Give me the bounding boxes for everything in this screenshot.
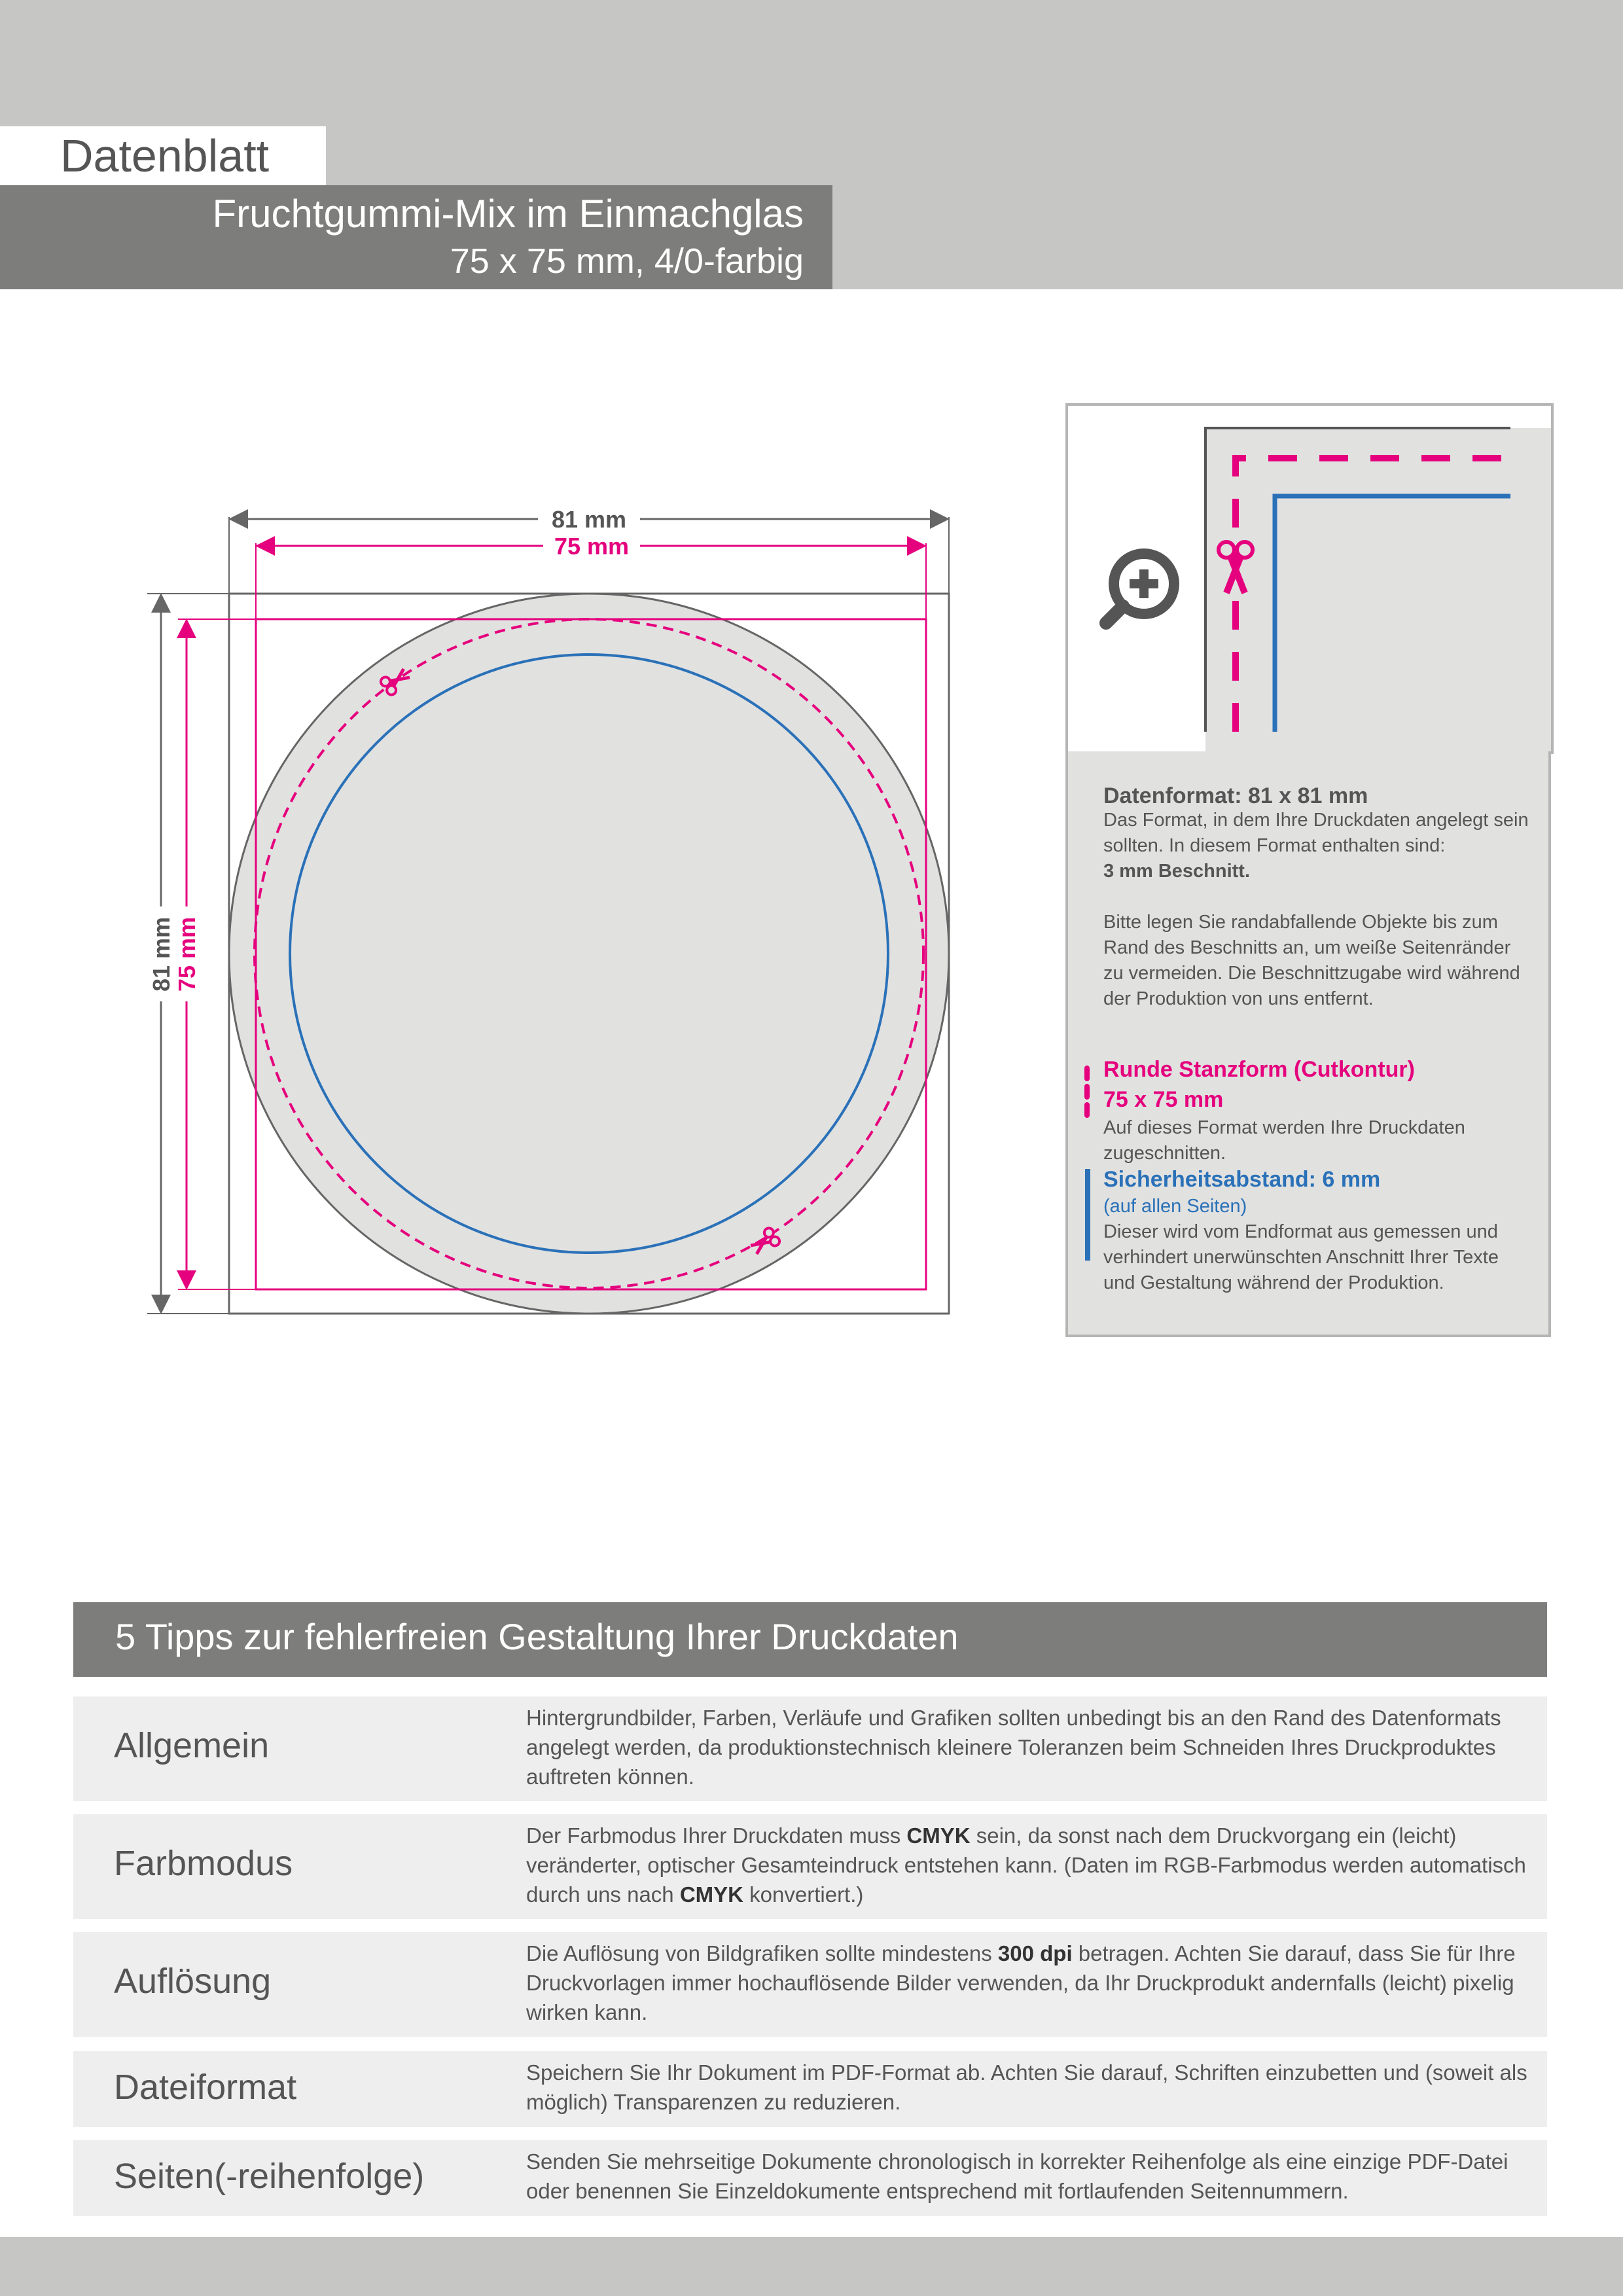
tip-row bbox=[73, 1932, 1547, 2037]
tip-label: Dateiformat bbox=[114, 2068, 297, 2107]
tips-title: 5 Tipps zur fehlerfreien Gestaltung Ihrer Druckdaten bbox=[115, 1616, 959, 1657]
tip-row bbox=[73, 1814, 1547, 1919]
tip-label: Seiten(-reihenfolge) bbox=[114, 2157, 425, 2196]
tip-row bbox=[73, 1696, 1547, 1801]
tip-row bbox=[73, 2051, 1547, 2127]
data-format-text: Das Format, in dem Ihre Druckdaten angelegt sein sollten. In diesem Format enthalten sind: 3 mm Beschnitt. bbox=[1103, 810, 1529, 882]
tip-label: Allgemein bbox=[114, 1726, 270, 1765]
footer-band bbox=[0, 2237, 1623, 2296]
tip-text: Die Auflösung von Bildgrafiken sollte mindestens 300 dpi betragen. Achten Sie darauf, dass Sie für Ihre Druckvorlagen immer hochauflösende Bilder verwenden, da Ihr Druckprodukt andernfalls (leicht) pixelig wirken kann. bbox=[526, 1941, 1516, 2024]
safety-text: Dieser wird vom Endformat aus gemessen und verhindert unerwünschten Anschnitt Ihrer Texte und Gestaltung während der Produktion. bbox=[1103, 1221, 1499, 1293]
cut-legend-marker bbox=[1082, 1066, 1092, 1124]
cut-title: Runde Stanzform (Cutkontur) bbox=[1103, 1057, 1415, 1082]
inner-width-label: 75 mm bbox=[554, 533, 630, 560]
outer-height-label: 81 mm bbox=[148, 916, 175, 992]
safety-legend-marker bbox=[1085, 1169, 1090, 1261]
data-format-title: Datenformat: 81 x 81 mm bbox=[1103, 783, 1368, 808]
tip-label: Farbmodus bbox=[114, 1844, 293, 1883]
tip-text: Hintergrundbilder, Farben, Verläufe und Grafiken sollten unbedingt bis an den Rand des Datenformats angelegt werden, da produktionstechnisch kleinere Toleranzen beim Schneiden Ihres Druckproduktes auftreten können. bbox=[526, 1706, 1501, 1789]
tip-row bbox=[73, 2140, 1547, 2216]
bleed-label: 3 mm Beschnitt. bbox=[1103, 861, 1250, 882]
product-spec: 75 x 75 mm, 4/0-farbig bbox=[450, 242, 804, 281]
tip-label: Auflösung bbox=[114, 1962, 272, 2001]
product-name: Fruchtgummi-Mix im Einmachglas bbox=[212, 192, 804, 236]
bleed-text: Bitte legen Sie randabfallende Objekte bis zum Rand des Beschnitts an, um weiße Seitenränder zu vermeiden. Die Beschnittzugabe wird während der Produktion von uns entfernt. bbox=[1103, 912, 1520, 1009]
tip-text: Der Farbmodus Ihrer Druckdaten muss CMYK sein, da sonst nach dem Druckvorgang ein (leicht) veränderter, optischer Gesamteindruck entstehen kann. (Daten im RGB-Farbmodus werden automatisch durch uns nach CMYK konvertiert.) bbox=[526, 1823, 1526, 1907]
format-diagram bbox=[131, 497, 982, 1335]
safety-note: (auf allen Seiten) bbox=[1103, 1196, 1247, 1217]
data-format-circle bbox=[229, 594, 949, 1314]
safety-title: Sicherheitsabstand: 6 mm bbox=[1103, 1167, 1381, 1192]
cut-size: 75 x 75 mm bbox=[1103, 1087, 1224, 1112]
zoom-detail bbox=[1065, 403, 1554, 754]
info-panel bbox=[1065, 403, 1551, 1337]
inner-height-label: 75 mm bbox=[173, 916, 200, 992]
tip-text: Senden Sie mehrseitige Dokumente chronologisch in korrekter Reihenfolge als eine einzige PDF-Datei oder benennen Sie Einzeldokumente entsprechend mit fortlaufenden Seitennummern. bbox=[526, 2149, 1508, 2203]
outer-width-label: 81 mm bbox=[551, 506, 627, 533]
cut-text: Auf dieses Format werden Ihre Druckdaten zugeschnitten. bbox=[1103, 1117, 1465, 1164]
tip-text: Speichern Sie Ihr Dokument im PDF-Format ab. Achten Sie darauf, Schriften einzubetten und (soweit als möglich) Transparenzen zu reduzieren. bbox=[526, 2060, 1527, 2114]
info-text-box bbox=[1065, 751, 1551, 1337]
datasheet-label: Datenblatt bbox=[60, 130, 270, 181]
zoom-in-icon bbox=[1106, 554, 1174, 623]
